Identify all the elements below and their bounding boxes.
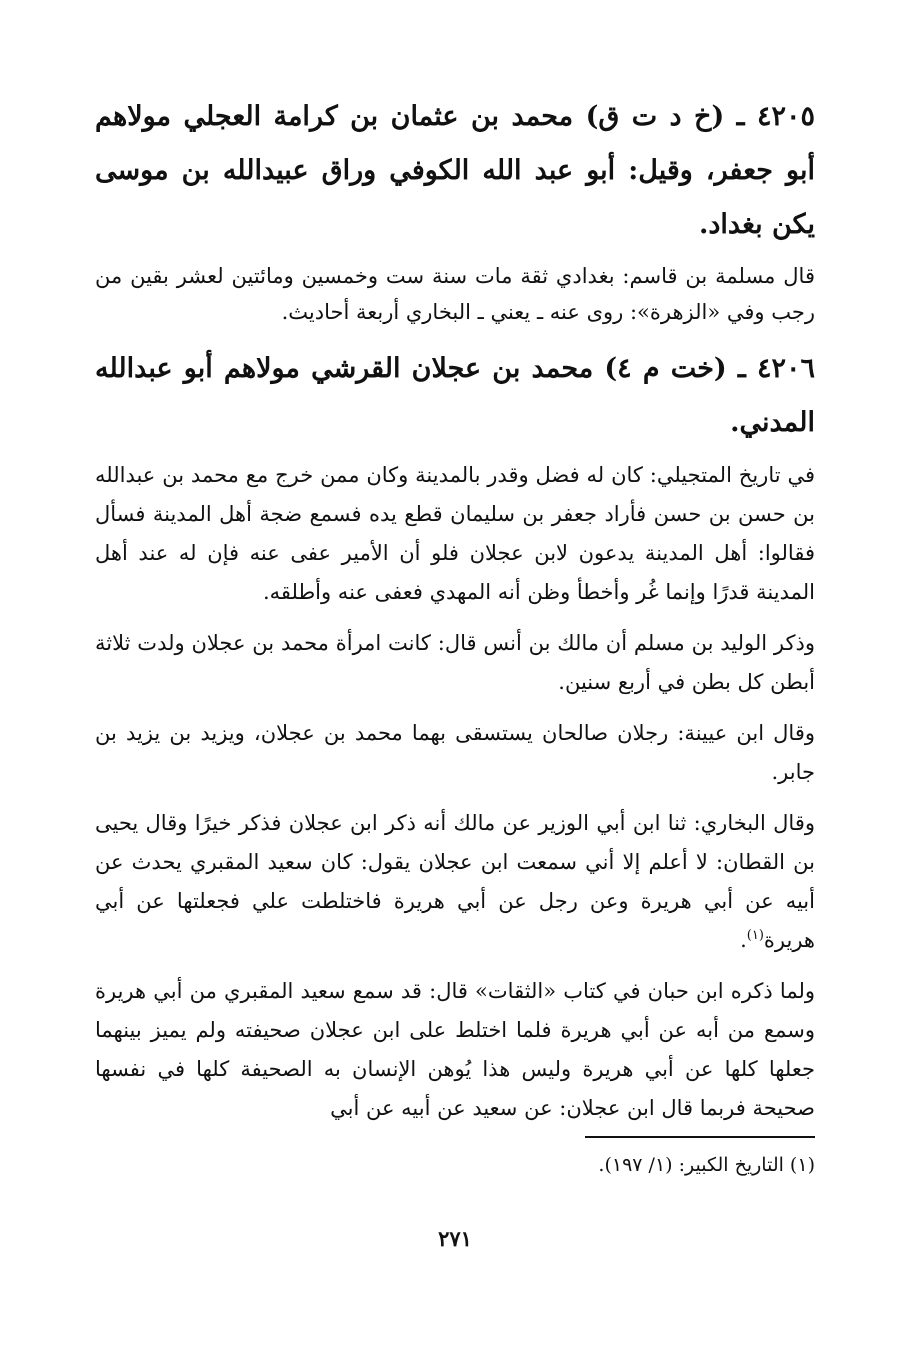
entry-heading-4205: ٤٢٠٥ ـ (خ د ت ق) محمد بن عثمان بن كرامة العجلي مولاهم أبو جعفر، وقيل: أبو عبد الله الكوفي وراق عبيدالله بن موسى يكن بغداد. bbox=[95, 101, 815, 240]
entry-4206-paragraph-1: في تاريخ المتجيلي: كان له فضل وقدر بالمدينة وكان ممن خرج مع محمد بن عبدالله بن حسن بن حسن فأراد جعفر بن سليمان قطع يده فسمع ضجة أهل المدينة فسأل فقالوا: أهل المدينة يدعون لابن عجلان فلو أن الأمير عفى عنه فإن له عند أهل المدينة قدرًا وإنما غُر وأخطأ وظن أنه المهدي فعفى عنه وأطلقه. bbox=[95, 463, 815, 604]
footnote-separator bbox=[585, 1136, 815, 1138]
entry-heading-4206: ٤٢٠٦ ـ (خت م ٤) محمد بن عجلان القرشي مولاهم أبو عبدالله المدني. bbox=[95, 353, 815, 438]
entry-4206-paragraph-5: ولما ذكره ابن حبان في كتاب «الثقات» قال: قد سمع سعيد المقبري من أبي هريرة وسمع من أبه عن أبي هريرة فلما اختلط على ابن عجلان صحيفته ولم يميز بينهما جعلها كلها عن أبي هريرة وليس هذا يُوهن الإنسان به الصحيفة كلها في نفسها صحيحة فربما قال ابن عجلان: عن سعيد عن أبيه عن أبي bbox=[95, 979, 815, 1120]
entry-4205-paragraph-1: قال مسلمة بن قاسم: بغدادي ثقة مات سنة ست وخمسين ومائتين لعشر بقين من رجب وفي «الزهرة»: روى عنه ـ يعني ـ البخاري أربعة أحاديث. bbox=[95, 264, 815, 324]
entry-4206-paragraph-3: وقال ابن عيينة: رجلان صالحان يستسقى بهما محمد بن عجلان، ويزيد بن يزيد بن جابر. bbox=[95, 721, 815, 784]
entry-4206-paragraph-2: وذكر الوليد بن مسلم أن مالك بن أنس قال: كانت امرأة محمد بن عجلان ولدت ثلاثة أبطن كل بطن في أربع سنين. bbox=[95, 631, 815, 694]
entry-4206-paragraph-4-text: وقال البخاري: ثنا ابن أبي الوزير عن مالك أنه ذكر ابن عجلان فذكر خيرًا وقال يحيى بن القطان: لا أعلم إلا أني سمعت ابن عجلان يقول: كان سعيد المقبري يحدث عن أبيه عن أبي هريرة وعن رجل عن أبي هريرة فاختلطت علي فجعلتها عن أبي هريرة bbox=[95, 811, 815, 952]
book-page bbox=[95, 90, 815, 1310]
paragraph-4-end-mark: . bbox=[740, 928, 747, 952]
footnote-marker: (١) bbox=[746, 928, 764, 943]
entry-4206-paragraph-4 bbox=[95, 804, 815, 960]
page-number: ٢٧١ bbox=[438, 1226, 472, 1251]
footnote: (١) التاريخ الكبير: (١/ ١٩٧). bbox=[598, 1154, 815, 1176]
